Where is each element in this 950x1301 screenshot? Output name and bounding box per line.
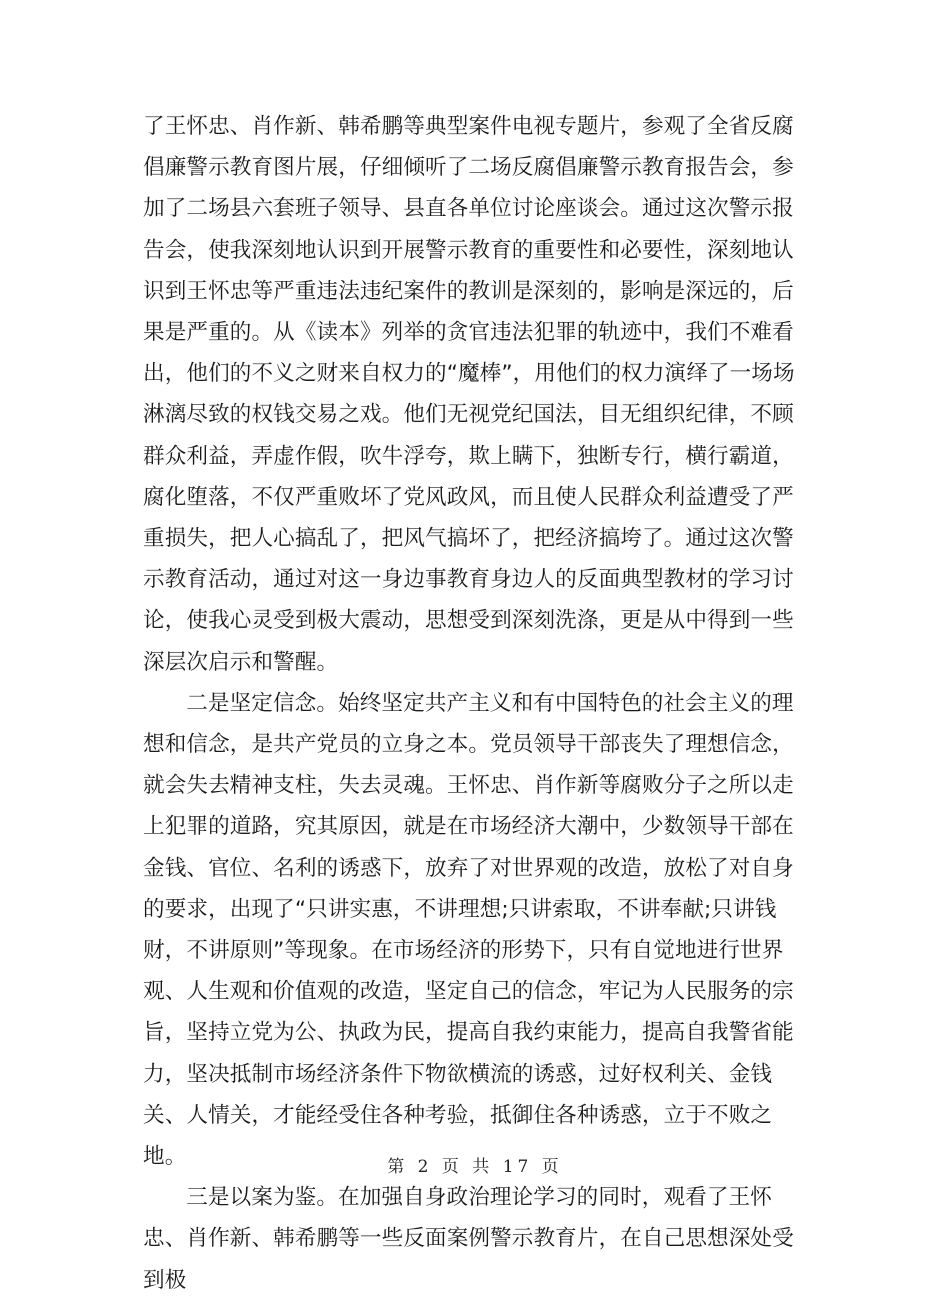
document-body — [143, 106, 803, 1301]
paragraph-continuation: 了王怀忠、肖作新、韩希鹏等典型案件电视专题片，参观了全省反腐倡廉警示教育图片展，仔细倾听了二场反腐倡廉警示教育报告会，参加了二场县六套班子领导、县直各单位讨论座谈会。通过这次警示报告会，使我深刻地认识到开展警示教育的重要性和必要性，深刻地认识到王怀忠等严重违法违纪案件的教训是深刻的，影响是深远的，后果是严重的。从《读本》列举的贪官违法犯罪的轨迹中，我们不难看出，他们的不义之财来自权力的“魔棒”，用他们的权力演绎了一场场淋漓尽致的权钱交易之戏。他们无视党纪国法，目无组织纪律，不顾群众利益，弄虚作假，吹牛浮夸，欺上瞒下，独断专行，横行霸道，腐化堕落，不仅严重败坏了党风政风，而且使人民群众利益遭受了严重损失，把人心搞乱了，把风气搞坏了，把经济搞垮了。通过这次警示教育活动，通过对这一身边事教育身边人的反面典型教材的学习讨论，使我心灵受到极大震动，思想受到深刻洗涤，更是从中得到一些深层次启示和警醒。 — [143, 114, 795, 675]
paragraph-learn-from-cases: 三是以案为鉴。在加强自身政治理论学习的同时，观看了王怀忠、肖作新、韩希鹏等一些反面案例警示教育片，在自己思想深处受到极 — [143, 1185, 794, 1293]
paragraph-firm-belief: 二是坚定信念。始终坚定共产主义和有中国特色的社会主义的理想和信念，是共产党员的立身之本。党员领导干部丧失了理想信念，就会失去精神支柱，失去灵魂。王怀忠、肖作新等腐败分子之所以走上犯罪的道路，究其原因，就是在市场经济大潮中，少数领导干部在金钱、官位、名利的诱惑下，放弃了对世界观的改造，放松了对自身的要求，出现了“只讲实惠，不讲理想;只讲索取，不讲奉献;只讲钱财，不讲原则”等现象。在市场经济的形势下，只有自觉地进行世界观、人生观和价值观的改造，坚定自己的信念，牢记为人民服务的宗旨，坚持立党为公、执政为民，提高自我约束能力，提高自我警省能力，坚决抵制市场经济条件下物欲横流的诱惑，过好权利关、金钱关、人情关，才能经受住各种考验，抵御住各种诱惑，立于不败之地。 — [143, 690, 794, 1170]
page-number-footer: 第 2 页 共 17 页 — [387, 1157, 563, 1177]
